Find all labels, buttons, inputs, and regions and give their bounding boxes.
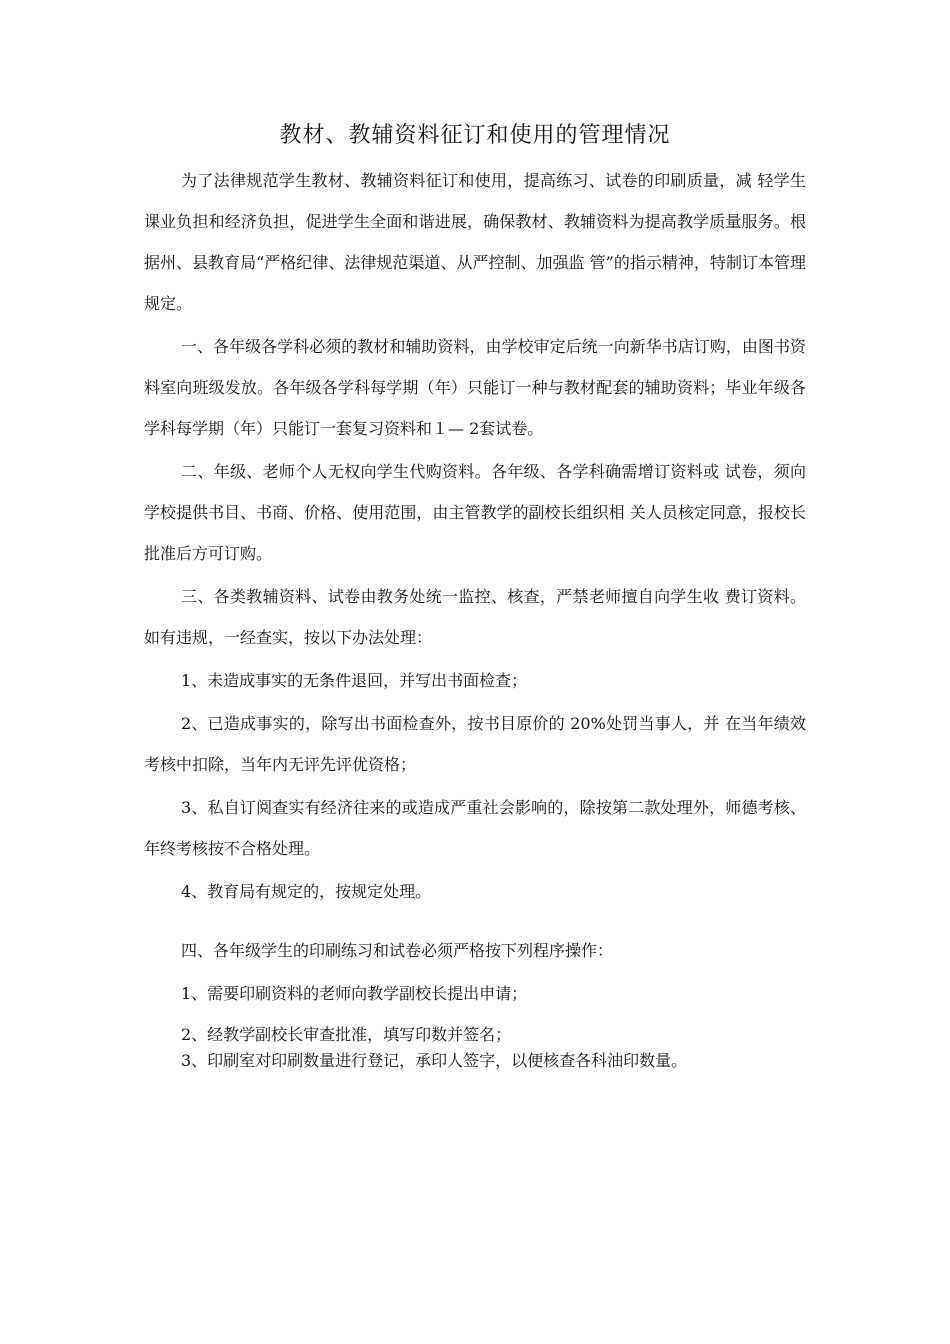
- rule-3-item-4: 4、教育局有规定的，按规定处理。: [181, 882, 432, 901]
- intro-paragraph: 为了法律规范学生教材、教辅资料征订和使用，提高练习、试卷的印刷质量，减 轻学生课业负担和经济负担，促进学生全面和谐进展，确保教材、教辅资料为提高教学质量服务。根据州、县教育局“严格纪律、法律规范渠道、从严控制、加强监 管”的指示精神，特制订本管理规定。: [144, 171, 806, 313]
- rule-4-paragraph: 四、各年级学生的印刷练习和试卷必须严格按下列程序操作：: [181, 941, 614, 960]
- rule-3-item-3: 3、私自订阅查实有经济往来的或造成严重社会影响的，除按第二款处理外，师德考核、年终考核按不合格处理。: [144, 798, 806, 858]
- rule-2-paragraph: 二、年级、老师个人无权向学生代购资料。各年级、各学科确需增订资料或 试卷，须向学校提供书目、书商、价格、使用范围，由主管教学的副校长组织相 关人员核定同意，报校长批准后方可订购。: [144, 462, 806, 563]
- rule-1-paragraph: 一、各年级各学科必须的教材和辅助资料，由学校审定后统一向新华书店订购，由图书资料室向班级发放。各年级各学科每学期（年）只能订一种与教材配套的辅助资料；毕业年级各学科每学期（年）只能订一套复习资料和１— 2套试卷。: [144, 337, 806, 438]
- document-title: 教材、教辅资料征订和使用的管理情况: [279, 123, 671, 148]
- rule-4-item-2: 2、经教学副校长审查批准，填写印数并签名；: [181, 1025, 512, 1044]
- rule-3-paragraph: 三、各类教辅资料、试卷由教务处统一监控、核查，严禁老师擅自向学生收 费订资料。如有违规，一经查实，按以下办法处理：: [144, 587, 806, 647]
- rule-3-item-2: 2、已造成事实的，除写出书面检查外，按书目原价的 20%处罚当事人，并 在当年绩效考核中扣除，当年内无评先评优资格；: [144, 714, 806, 774]
- rule-4-item-1: 1、需要印刷资料的老师向教学副校长提出申请；: [181, 984, 528, 1003]
- rule-4-item-3: 3、印刷室对印刷数量进行登记，承印人签字，以便核查各科油印数量。: [181, 1051, 688, 1070]
- document-body: [144, 160, 806, 1074]
- rule-3-item-1: 1、未造成事实的无条件退回，并写出书面检查；: [181, 671, 528, 690]
